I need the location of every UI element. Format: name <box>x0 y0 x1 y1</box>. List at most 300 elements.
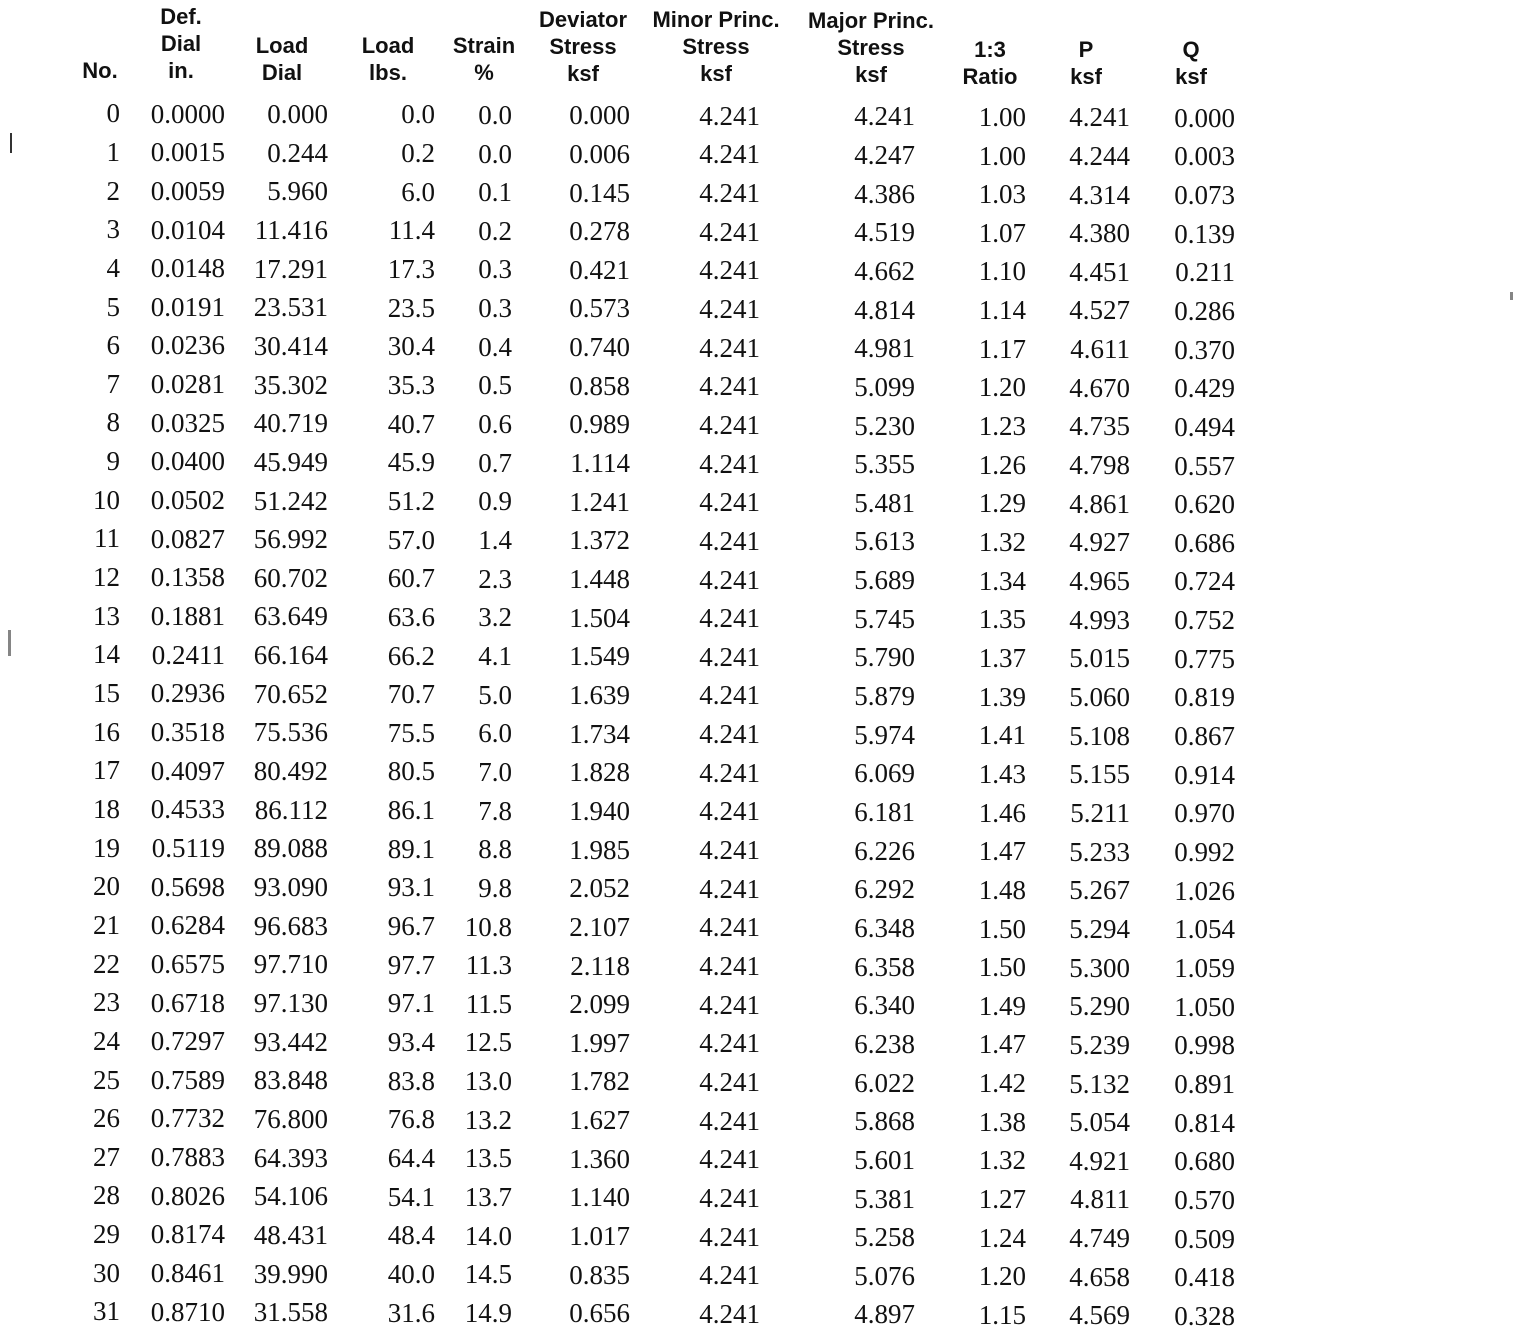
table-cell: 0.6718 <box>150 987 225 1018</box>
column-header-line: Ratio <box>962 64 1018 89</box>
column-header-line: Dial <box>261 60 303 85</box>
table-cell: 0.211 <box>1175 257 1235 288</box>
table-cell: 1.241 <box>569 486 630 517</box>
table-cell: 0.0000 <box>150 98 225 129</box>
scan-mark <box>8 630 11 656</box>
table-cell: 1.27 <box>978 1184 1026 1214</box>
column-header-line: ksf <box>700 61 732 86</box>
table-cell: 4.241 <box>854 101 915 132</box>
table-cell: 23.5 <box>387 292 435 323</box>
table-cell: 0.7732 <box>150 1103 225 1134</box>
table-cell: 0.858 <box>569 370 630 401</box>
table-cell: 4.241 <box>699 1105 760 1136</box>
table-cell: 93.1 <box>387 872 435 903</box>
table-cell: 83.8 <box>387 1065 435 1096</box>
table-cell: 0.328 <box>1174 1300 1235 1331</box>
table-cell: 80.492 <box>253 756 328 786</box>
table-cell: 6.181 <box>854 797 915 827</box>
table-cell: 4.981 <box>854 333 915 364</box>
table-cell: 0.819 <box>1174 682 1235 713</box>
table-cell: 6.348 <box>854 912 915 943</box>
table-cell: 1.23 <box>978 411 1026 441</box>
table-cell: 2.118 <box>570 950 630 981</box>
table-cell: 17 <box>93 755 120 786</box>
table-cell: 5.481 <box>854 487 915 518</box>
table-cell: 64.393 <box>253 1142 328 1173</box>
table-cell: 1.639 <box>569 679 630 710</box>
table-cell: 0 <box>106 98 120 129</box>
table-cell: 4.861 <box>1069 488 1130 519</box>
table-cell: 1.39 <box>978 681 1026 712</box>
table-cell: 10 <box>93 484 120 515</box>
table-cell: 5.689 <box>854 565 915 596</box>
table-cell: 0.740 <box>569 332 630 363</box>
table-cell: 4.241 <box>699 603 760 634</box>
table-cell: 0.000 <box>1174 102 1235 133</box>
table-cell: 5.060 <box>1069 682 1130 712</box>
scan-mark <box>10 133 12 153</box>
table-cell: 89.088 <box>253 833 328 864</box>
table-cell: 45.949 <box>253 446 328 477</box>
table-cell: 6.292 <box>854 874 915 905</box>
table-cell: 0.620 <box>1174 489 1235 520</box>
table-cell: 1.46 <box>978 797 1026 828</box>
table-cell: 23 <box>93 987 120 1018</box>
table-cell: 0.989 <box>569 409 630 440</box>
table-cell: 5.0 <box>478 679 512 710</box>
table-cell: 5 <box>106 291 120 322</box>
table-cell: 1.734 <box>569 718 630 749</box>
table-cell: 4.380 <box>1069 218 1130 249</box>
table-cell: 5.099 <box>854 371 915 402</box>
table-cell: 0.9 <box>478 486 512 517</box>
table-cell: 1.17 <box>978 333 1026 364</box>
table-cell: 31.558 <box>253 1297 328 1328</box>
table-cell: 19 <box>93 832 120 863</box>
table-cell: 57.0 <box>387 524 435 555</box>
table-cell: 30.4 <box>387 331 435 362</box>
table-cell: 5.155 <box>1069 759 1130 790</box>
column-header-line: Def. <box>160 4 202 29</box>
table-cell: 4.241 <box>699 835 760 865</box>
table-cell: 96.7 <box>387 911 435 941</box>
table-cell: 4.241 <box>699 448 760 479</box>
table-cell: 30 <box>93 1257 120 1288</box>
table-cell: 11 <box>94 523 120 554</box>
table-cell: 51.242 <box>253 485 328 516</box>
table-cell: 23.531 <box>253 292 328 323</box>
table-cell: 1 <box>106 136 120 167</box>
table-cell: 4.241 <box>699 100 760 131</box>
table-cell: 0.3 <box>478 254 512 285</box>
column-header-line: lbs. <box>369 60 407 85</box>
table-cell: 4.241 <box>699 989 760 1020</box>
table-cell: 1.504 <box>569 602 630 633</box>
table-cell: 12.5 <box>464 1027 512 1058</box>
column-header-line: ksf <box>1070 64 1102 89</box>
table-cell: 4.993 <box>1069 604 1130 635</box>
table-cell: 6.069 <box>854 758 915 789</box>
table-cell: 97.1 <box>387 988 435 1019</box>
table-cell: 4.241 <box>699 487 760 518</box>
table-cell: 0.0502 <box>150 485 225 515</box>
table-cell: 4.314 <box>1069 179 1130 210</box>
table-cell: 14 <box>93 639 120 670</box>
table-cell: 0.0827 <box>150 523 225 554</box>
column-header-line: Stress <box>549 34 617 59</box>
table-cell: 1.20 <box>978 1261 1026 1292</box>
table-cell: 51.2 <box>387 485 435 516</box>
table-cell: 4.241 <box>699 1066 760 1097</box>
table-cell: 1.360 <box>569 1143 630 1174</box>
table-cell: 0.1 <box>478 177 512 208</box>
table-cell: 89.1 <box>387 833 435 864</box>
table-cell: 15 <box>93 678 120 708</box>
table-cell: 4.241 <box>699 409 760 440</box>
column-header-line: Stress <box>837 35 905 60</box>
table-cell: 4.241 <box>699 796 760 827</box>
table-cell: 93.4 <box>387 1027 435 1057</box>
table-cell: 3 <box>106 214 120 245</box>
table-cell: 27 <box>93 1141 120 1172</box>
table-cell: 0.7883 <box>150 1142 225 1173</box>
column-header-line: ksf <box>567 61 599 86</box>
table-cell: 4.241 <box>699 1298 760 1329</box>
table-cell: 4.527 <box>1069 295 1130 326</box>
table-cell: 5.355 <box>854 449 915 480</box>
table-cell: 0.4533 <box>150 794 225 825</box>
table-cell: 22 <box>93 948 120 979</box>
table-cell: 0.1358 <box>150 562 225 593</box>
table-cell: 93.442 <box>253 1026 328 1057</box>
table-cell: 0.278 <box>569 216 630 247</box>
table-cell: 14.5 <box>464 1259 512 1290</box>
table-cell: 76.800 <box>253 1103 328 1134</box>
table-cell: 0.0236 <box>150 330 225 361</box>
table-cell: 48.4 <box>387 1220 435 1251</box>
table-cell: 0.0148 <box>150 253 225 284</box>
table-cell: 1.47 <box>978 836 1026 867</box>
table-cell: 4.241 <box>699 371 760 402</box>
column-header-line: 1:3 <box>974 37 1006 62</box>
table-cell: 0.2 <box>401 138 435 169</box>
table-cell: 66.164 <box>253 640 328 671</box>
table-cell: 0.680 <box>1174 1146 1235 1177</box>
table-cell: 9.8 <box>478 872 512 903</box>
table-cell: 1.114 <box>570 448 630 478</box>
table-cell: 4.921 <box>1069 1145 1130 1176</box>
scan-mark <box>1510 292 1513 300</box>
table-cell: 18 <box>93 793 120 824</box>
table-cell: 0.0 <box>401 99 435 130</box>
table-cell: 0.998 <box>1174 1030 1235 1061</box>
table-cell: 35.3 <box>387 369 435 400</box>
table-cell: 5.879 <box>854 681 915 711</box>
column-header-line: Load <box>361 33 415 58</box>
table-cell: 5.211 <box>1070 797 1130 828</box>
column-header <box>1106 36 1276 90</box>
table-cell: 1.828 <box>569 757 630 788</box>
table-cell: 13.5 <box>464 1143 512 1174</box>
table-cell: 40.719 <box>253 408 328 439</box>
table-cell: 29 <box>93 1219 120 1250</box>
table-cell: 6.0 <box>478 718 512 749</box>
table-cell: 4.241 <box>699 255 760 286</box>
table-cell: 1.47 <box>978 1029 1026 1060</box>
table-cell: 6 <box>106 330 120 361</box>
table-cell: 1.07 <box>978 217 1026 248</box>
table-cell: 4.247 <box>854 140 915 170</box>
column-header-line: P <box>1078 37 1094 62</box>
table-cell: 54.1 <box>387 1181 435 1212</box>
table-cell: 4.519 <box>854 217 915 248</box>
table-cell: 11.416 <box>254 214 328 245</box>
table-cell: 0.573 <box>569 293 630 324</box>
table-cell: 4.735 <box>1069 411 1130 442</box>
table-cell: 1.054 <box>1174 914 1235 945</box>
table-cell: 0.139 <box>1174 218 1235 249</box>
table-cell: 70.7 <box>387 679 435 710</box>
table-cell: 4.241 <box>699 912 760 943</box>
table-cell: 1.372 <box>569 525 630 556</box>
table-cell: 0.429 <box>1174 373 1235 404</box>
table-cell: 30.414 <box>253 330 328 361</box>
table-cell: 4.241 <box>699 1028 760 1059</box>
table-cell: 1.03 <box>978 179 1026 210</box>
table-cell: 1.15 <box>978 1300 1026 1330</box>
table-cell: 0.5119 <box>151 832 225 863</box>
table-cell: 75.536 <box>253 717 328 748</box>
table-cell: 5.294 <box>1069 913 1130 944</box>
table-cell: 1.50 <box>978 952 1026 983</box>
table-cell: 4.451 <box>1069 256 1130 287</box>
table-cell: 2.052 <box>569 873 630 904</box>
table-cell: 0.0059 <box>150 175 225 206</box>
column-header-line: No. <box>82 58 118 83</box>
table-cell: 48.431 <box>253 1219 328 1250</box>
table-cell: 1.017 <box>569 1221 630 1251</box>
table-cell: 0.0104 <box>150 214 225 245</box>
table-cell: 0.7297 <box>150 1026 225 1057</box>
table-cell: 13 <box>93 600 120 631</box>
table-cell: 0.835 <box>569 1259 630 1290</box>
table-cell: 5.790 <box>854 642 915 673</box>
table-cell: 5.015 <box>1069 643 1130 674</box>
table-cell: 17.291 <box>253 253 328 284</box>
table-cell: 1.050 <box>1174 991 1235 1022</box>
table-cell: 1.026 <box>1174 875 1235 906</box>
table-cell: 4.662 <box>854 255 915 286</box>
column-header-line: Major Princ. <box>808 8 934 33</box>
table-cell: 0.6284 <box>150 910 225 941</box>
table-cell: 6.238 <box>854 1028 915 1059</box>
table-cell: 1.20 <box>978 372 1026 403</box>
table-cell: 4.241 <box>699 1260 760 1291</box>
table-cell: 1.10 <box>978 256 1026 287</box>
column-header-line: ksf <box>1175 64 1207 89</box>
table-cell: 4.241 <box>699 680 760 711</box>
table-cell: 86.112 <box>254 794 328 825</box>
table-cell: 4.241 <box>699 1144 760 1175</box>
table-cell: 4.611 <box>1070 334 1130 365</box>
table-cell: 0.0015 <box>150 137 225 168</box>
table-cell: 14.0 <box>464 1220 512 1251</box>
table-cell: 86.1 <box>387 795 435 826</box>
table-cell: 63.6 <box>387 601 435 632</box>
table-cell: 4 <box>106 252 120 283</box>
column-header-line: Strain <box>452 33 516 58</box>
table-cell: 4.1 <box>478 640 512 671</box>
table-cell: 0.775 <box>1174 643 1235 674</box>
table-cell: 5.233 <box>1069 836 1130 867</box>
table-cell: 0.000 <box>267 99 328 129</box>
table-cell: 4.241 <box>1069 102 1130 133</box>
table-cell: 1.782 <box>569 1066 630 1097</box>
table-cell: 70.652 <box>253 678 328 709</box>
table-cell: 0.2411 <box>151 639 225 670</box>
table-cell: 4.798 <box>1069 450 1130 480</box>
table-cell: 97.710 <box>253 949 328 980</box>
table-cell: 1.37 <box>978 642 1026 673</box>
table-cell: 96.683 <box>253 910 328 941</box>
table-cell: 0.494 <box>1174 411 1235 442</box>
table-cell: 2.107 <box>569 911 630 942</box>
table-cell: 4.241 <box>699 719 760 750</box>
table-cell: 0.970 <box>1174 798 1235 829</box>
table-cell: 75.5 <box>387 717 435 748</box>
table-cell: 4.241 <box>699 951 760 981</box>
table-cell: 1.32 <box>978 1145 1026 1176</box>
table-cell: 16 <box>93 716 120 747</box>
table-cell: 97.7 <box>387 949 435 980</box>
column-header-line: ksf <box>855 62 887 87</box>
table-cell: 4.241 <box>699 1182 760 1213</box>
table-cell: 20 <box>93 871 120 902</box>
table-cell: 35.302 <box>253 369 328 400</box>
table-cell: 1.140 <box>569 1182 630 1213</box>
table-cell: 1.48 <box>978 874 1026 905</box>
column-header-line: Load <box>255 33 309 58</box>
table-cell: 1.32 <box>978 527 1026 557</box>
table-cell: 60.7 <box>387 563 435 594</box>
table-cell: 1.627 <box>569 1105 630 1136</box>
table-cell: 6.0 <box>401 176 435 207</box>
table-cell: 4.241 <box>699 178 760 208</box>
table-cell: 1.940 <box>569 795 630 826</box>
table-cell: 5.132 <box>1069 1068 1130 1099</box>
table-cell: 0.8461 <box>150 1258 225 1288</box>
table-cell: 4.897 <box>854 1299 915 1330</box>
table-cell: 4.386 <box>854 178 915 209</box>
table-cell: 2.3 <box>478 563 512 594</box>
table-cell: 5.381 <box>854 1183 915 1214</box>
table-cell: 5.108 <box>1069 720 1130 751</box>
table-cell: 7 <box>106 368 120 399</box>
table-cell: 1.35 <box>978 604 1026 635</box>
table-cell: 4.241 <box>699 641 760 672</box>
table-cell: 0.5 <box>478 370 512 401</box>
table-cell: 66.2 <box>387 640 435 671</box>
table-cell: 0.814 <box>1174 1107 1235 1138</box>
table-cell: 80.5 <box>387 756 435 787</box>
table-cell: 1.38 <box>978 1106 1026 1137</box>
table-cell: 0.724 <box>1174 566 1235 597</box>
table-cell: 5.290 <box>1069 991 1130 1022</box>
column-header-line: Q <box>1182 37 1200 62</box>
table-cell: 93.090 <box>253 872 328 902</box>
table-cell: 1.997 <box>569 1027 630 1058</box>
table-cell: 0.0 <box>478 138 512 169</box>
table-cell: 0.7589 <box>150 1064 225 1095</box>
table-cell: 1.24 <box>978 1222 1026 1253</box>
table-cell: 24 <box>93 1025 120 1056</box>
table-cell: 1.985 <box>569 834 630 865</box>
table-cell: 0.6575 <box>150 948 225 979</box>
table-cell: 4.244 <box>1069 140 1130 171</box>
table-cell: 1.00 <box>978 101 1026 132</box>
table-cell: 1.4 <box>478 525 512 555</box>
table-cell: 1.549 <box>569 641 630 672</box>
table-cell: 4.569 <box>1069 1300 1130 1331</box>
table-cell: 0.0281 <box>150 369 225 400</box>
table-cell: 0.4 <box>478 331 512 362</box>
table-cell: 8.8 <box>478 834 512 865</box>
table-cell: 0.570 <box>1174 1184 1235 1215</box>
table-cell: 26 <box>93 1103 120 1134</box>
table-cell: 5.300 <box>1069 952 1130 983</box>
table-cell: 11.5 <box>465 988 512 1019</box>
table-cell: 5.258 <box>854 1222 915 1253</box>
table-cell: 4.241 <box>699 757 760 788</box>
table-cell: 0.6 <box>478 409 512 439</box>
table-cell: 1.50 <box>978 913 1026 944</box>
table-cell: 12 <box>93 562 120 592</box>
column-header-line: in. <box>168 58 194 83</box>
table-cell: 0.006 <box>569 138 630 169</box>
table-cell: 0.244 <box>267 137 328 168</box>
table-cell: 31.6 <box>387 1297 435 1328</box>
table-cell: 17.3 <box>387 254 435 284</box>
table-cell: 0.0325 <box>150 407 225 438</box>
table-cell: 4.241 <box>699 139 760 170</box>
table-cell: 56.992 <box>253 524 328 555</box>
table-cell: 45.9 <box>387 447 435 478</box>
table-cell: 13.0 <box>464 1066 512 1097</box>
table-cell: 64.4 <box>387 1143 435 1173</box>
table-cell: 97.130 <box>253 987 328 1018</box>
table-cell: 0.4097 <box>150 755 225 786</box>
table-cell: 2 <box>106 175 120 206</box>
table-cell: 0.286 <box>1174 295 1235 326</box>
table-cell: 5.230 <box>854 410 915 441</box>
table-cell: 0.867 <box>1174 721 1235 751</box>
table-cell: 0.003 <box>1174 141 1235 172</box>
table-cell: 13.2 <box>464 1104 512 1135</box>
table-cell: 2.099 <box>569 989 630 1020</box>
table-cell: 4.814 <box>854 294 915 325</box>
table-cell: 4.241 <box>699 1221 760 1252</box>
table-cell: 5.745 <box>854 603 915 634</box>
table-cell: 1.42 <box>978 1068 1026 1099</box>
table-cell: 6.226 <box>854 835 915 866</box>
table-cell: 0.370 <box>1174 334 1235 365</box>
column-header-line: Deviator <box>538 7 628 32</box>
table-cell: 0.7 <box>478 447 512 478</box>
table-cell: 0.3518 <box>150 716 225 747</box>
table-cell: 40.0 <box>387 1258 435 1289</box>
table-cell: 4.241 <box>699 525 760 556</box>
table-cell: 0.8710 <box>150 1296 225 1327</box>
